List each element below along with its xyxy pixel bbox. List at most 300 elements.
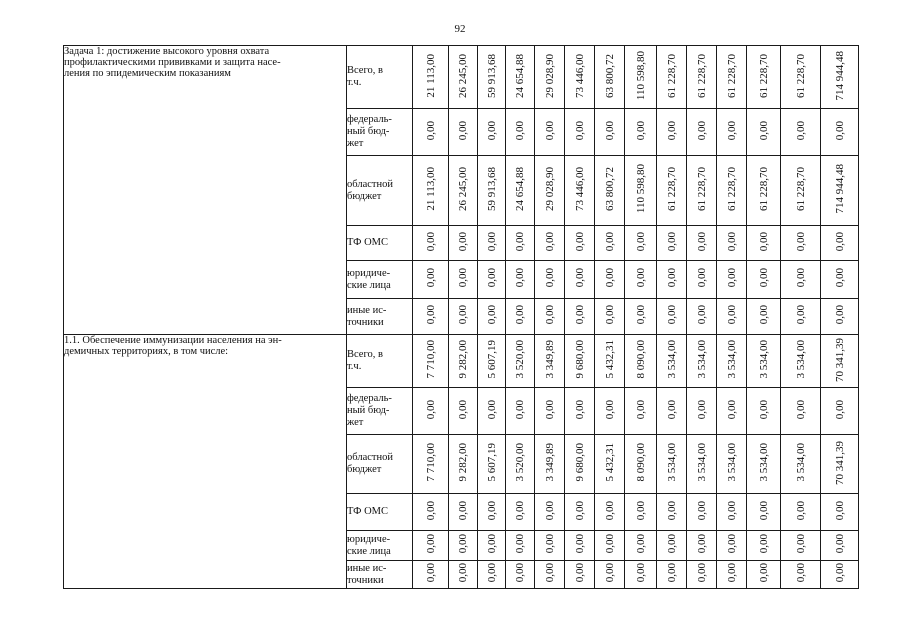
value-cell — [781, 494, 821, 531]
value-text: 0,00 — [665, 305, 678, 325]
value-text: 0,00 — [634, 563, 647, 583]
value-cell — [595, 109, 625, 156]
value-text: 70 341,39 — [833, 440, 846, 485]
value-text: 0,00 — [695, 120, 708, 141]
value-cell — [687, 261, 717, 299]
value-cell — [506, 435, 535, 494]
value-text: 61 228,70 — [757, 167, 770, 211]
value-text: 0,00 — [457, 399, 469, 420]
value-cell — [657, 156, 687, 226]
value-text: 0,00 — [725, 399, 738, 420]
value-text: 0,00 — [757, 534, 770, 554]
value-cell — [449, 335, 478, 388]
value-text: 0,00 — [695, 534, 708, 554]
value-cell — [747, 226, 781, 261]
value-text: 0,00 — [794, 534, 807, 554]
funding-source-cell: иные ис- точники — [347, 299, 413, 335]
value-text: 0,00 — [634, 534, 647, 554]
value-text: 0,00 — [514, 399, 526, 420]
value-text: 0,00 — [634, 500, 647, 521]
value-cell — [595, 388, 625, 435]
value-text: 24 654,88 — [514, 167, 526, 211]
value-text: 0,00 — [725, 305, 738, 325]
value-text: 0,00 — [794, 268, 807, 288]
value-cell — [595, 494, 625, 531]
value-cell — [565, 531, 595, 561]
value-text: 59 913,68 — [485, 53, 498, 98]
value-text: 0,00 — [573, 120, 586, 141]
value-cell — [535, 561, 565, 589]
value-text: 3 534,00 — [794, 443, 807, 482]
value-cell — [717, 531, 747, 561]
value-cell — [413, 299, 449, 335]
value-text: 0,00 — [543, 563, 556, 583]
value-text: 0,00 — [725, 563, 738, 583]
value-cell — [595, 46, 625, 109]
value-text: 0,00 — [485, 534, 498, 554]
value-cell — [781, 299, 821, 335]
value-cell — [478, 299, 506, 335]
value-text: 3 520,00 — [514, 340, 526, 379]
value-cell — [449, 531, 478, 561]
value-text: 110 598,80 — [634, 164, 647, 214]
value-text: 0,00 — [794, 563, 807, 583]
value-cell — [781, 335, 821, 388]
value-text: 3 534,00 — [725, 443, 738, 482]
value-text: 5 432,31 — [603, 340, 616, 379]
value-cell — [413, 494, 449, 531]
value-text: 5 432,31 — [603, 443, 616, 482]
value-text: 0,00 — [695, 500, 708, 521]
value-text: 0,00 — [485, 563, 498, 583]
value-cell — [413, 335, 449, 388]
value-cell — [535, 531, 565, 561]
value-text: 0,00 — [725, 120, 738, 141]
value-text: 59 913,68 — [485, 167, 498, 211]
value-cell — [506, 46, 535, 109]
value-cell — [625, 109, 657, 156]
value-text: 0,00 — [573, 563, 586, 583]
table-row — [64, 46, 859, 109]
value-cell — [821, 226, 859, 261]
value-cell — [625, 531, 657, 561]
value-cell — [413, 388, 449, 435]
funding-source-cell: областной бюджет — [347, 156, 413, 226]
value-cell — [506, 561, 535, 589]
value-cell — [413, 226, 449, 261]
page-number: 92 — [454, 23, 466, 35]
value-cell — [449, 261, 478, 299]
value-cell — [781, 226, 821, 261]
value-cell — [687, 226, 717, 261]
value-text: 0,00 — [543, 268, 556, 288]
value-cell — [478, 109, 506, 156]
value-text: 0,00 — [833, 563, 846, 583]
value-text: 61 228,70 — [794, 167, 807, 211]
value-cell — [449, 299, 478, 335]
value-cell — [625, 335, 657, 388]
value-text: 0,00 — [794, 500, 807, 521]
value-cell — [449, 226, 478, 261]
table-body — [64, 46, 859, 589]
value-text: 0,00 — [603, 268, 616, 288]
value-cell — [625, 435, 657, 494]
value-cell — [506, 388, 535, 435]
value-text: 3 534,00 — [695, 340, 708, 379]
value-text: 61 228,70 — [725, 167, 738, 211]
value-cell — [747, 531, 781, 561]
value-text: 0,00 — [514, 268, 526, 288]
value-text: 61 228,70 — [665, 167, 678, 211]
value-text: 0,00 — [833, 120, 846, 141]
value-text: 0,00 — [725, 268, 738, 288]
funding-source-cell: Всего, в т.ч. — [347, 335, 413, 388]
value-text: 0,00 — [485, 231, 498, 252]
value-text: 5 607,19 — [485, 443, 498, 482]
value-cell — [449, 561, 478, 589]
value-text: 0,00 — [665, 120, 678, 141]
value-text: 63 800,72 — [603, 167, 616, 211]
funding-source-cell: федераль- ный бюд- жет — [347, 388, 413, 435]
value-text: 0,00 — [424, 563, 437, 583]
value-cell — [687, 435, 717, 494]
value-text: 0,00 — [543, 399, 556, 420]
value-text: 0,00 — [424, 534, 437, 554]
value-cell — [747, 261, 781, 299]
value-cell — [625, 46, 657, 109]
value-text: 0,00 — [833, 534, 846, 554]
value-cell — [687, 494, 717, 531]
value-text: 0,00 — [514, 305, 526, 325]
value-cell — [413, 531, 449, 561]
value-text: 8 090,00 — [634, 340, 647, 379]
value-text: 0,00 — [543, 120, 556, 141]
value-cell — [821, 388, 859, 435]
value-text: 0,00 — [485, 500, 498, 521]
value-cell — [478, 561, 506, 589]
value-cell — [565, 226, 595, 261]
value-text: 0,00 — [757, 305, 770, 325]
value-cell — [821, 261, 859, 299]
value-text: 0,00 — [757, 399, 770, 420]
value-text: 26 245,00 — [457, 53, 469, 98]
value-text: 9 282,00 — [457, 340, 469, 379]
value-cell — [595, 561, 625, 589]
task-description-cell: 1.1. Обеспечение иммунизации населения на эн- демичных территориях, в том числе: — [64, 335, 347, 589]
value-text: 0,00 — [665, 500, 678, 521]
value-cell — [565, 46, 595, 109]
value-text: 0,00 — [573, 500, 586, 521]
value-text: 9 680,00 — [573, 443, 586, 482]
value-text: 0,00 — [833, 399, 846, 420]
value-cell — [657, 494, 687, 531]
value-cell — [717, 46, 747, 109]
value-text: 3 534,00 — [794, 340, 807, 379]
funding-source-cell: юридиче- ские лица — [347, 261, 413, 299]
value-cell — [717, 156, 747, 226]
value-text: 26 245,00 — [457, 167, 469, 211]
value-cell — [535, 156, 565, 226]
value-text: 3 534,00 — [757, 340, 770, 379]
value-cell — [506, 299, 535, 335]
value-cell — [717, 299, 747, 335]
value-cell — [657, 335, 687, 388]
value-cell — [747, 46, 781, 109]
value-text: 29 028,90 — [543, 167, 556, 211]
funding-source-cell: ТФ ОМС — [347, 494, 413, 531]
value-text: 0,00 — [485, 120, 498, 141]
value-cell — [506, 531, 535, 561]
value-text: 0,00 — [514, 120, 526, 141]
value-text: 0,00 — [695, 231, 708, 252]
value-cell — [625, 226, 657, 261]
value-cell — [413, 156, 449, 226]
value-cell — [657, 299, 687, 335]
value-cell — [449, 46, 478, 109]
value-text: 0,00 — [634, 231, 647, 252]
value-cell — [449, 435, 478, 494]
value-cell — [535, 388, 565, 435]
value-text: 0,00 — [424, 268, 437, 288]
value-cell — [506, 261, 535, 299]
value-text: 0,00 — [543, 534, 556, 554]
value-text: 0,00 — [424, 231, 437, 252]
value-cell — [565, 261, 595, 299]
value-text: 61 228,70 — [695, 53, 708, 98]
value-text: 3 534,00 — [665, 443, 678, 482]
value-cell — [781, 388, 821, 435]
value-cell — [821, 561, 859, 589]
value-text: 24 654,88 — [514, 53, 526, 98]
value-text: 21 113,00 — [424, 167, 437, 211]
value-cell — [413, 561, 449, 589]
value-cell — [687, 46, 717, 109]
value-text: 3 349,89 — [543, 340, 556, 379]
value-text: 0,00 — [794, 231, 807, 252]
value-cell — [717, 335, 747, 388]
value-cell — [625, 156, 657, 226]
value-text: 714 944,48 — [833, 50, 846, 101]
value-text: 3 534,00 — [665, 340, 678, 379]
value-text: 0,00 — [725, 231, 738, 252]
value-cell — [506, 494, 535, 531]
value-cell — [413, 109, 449, 156]
value-text: 0,00 — [665, 399, 678, 420]
value-text: 3 534,00 — [725, 340, 738, 379]
value-cell — [747, 494, 781, 531]
value-cell — [595, 299, 625, 335]
value-text: 0,00 — [603, 305, 616, 325]
value-text: 3 349,89 — [543, 443, 556, 482]
value-text: 0,00 — [485, 399, 498, 420]
value-cell — [535, 494, 565, 531]
value-text: 61 228,70 — [695, 167, 708, 211]
value-cell — [821, 156, 859, 226]
value-cell — [595, 335, 625, 388]
value-cell — [625, 561, 657, 589]
value-text: 0,00 — [514, 563, 526, 583]
value-text: 0,00 — [757, 563, 770, 583]
value-text: 61 228,70 — [665, 53, 678, 98]
value-text: 0,00 — [757, 500, 770, 521]
value-text: 9 680,00 — [573, 340, 586, 379]
value-text: 29 028,90 — [543, 53, 556, 98]
value-cell — [625, 261, 657, 299]
value-text: 0,00 — [634, 120, 647, 141]
value-cell — [687, 109, 717, 156]
value-text: 0,00 — [695, 563, 708, 583]
value-cell — [781, 46, 821, 109]
value-cell — [687, 299, 717, 335]
value-cell — [747, 299, 781, 335]
value-cell — [478, 335, 506, 388]
value-cell — [595, 226, 625, 261]
value-text: 0,00 — [457, 120, 469, 141]
value-text: 0,00 — [424, 399, 437, 420]
value-text: 61 228,70 — [794, 53, 807, 98]
value-cell — [478, 435, 506, 494]
value-cell — [821, 46, 859, 109]
value-text: 0,00 — [665, 534, 678, 554]
value-text: 0,00 — [457, 268, 469, 288]
value-text: 21 113,00 — [424, 53, 437, 98]
value-cell — [821, 435, 859, 494]
value-cell — [535, 299, 565, 335]
value-text: 0,00 — [695, 399, 708, 420]
value-cell — [449, 156, 478, 226]
value-cell — [565, 494, 595, 531]
value-cell — [535, 261, 565, 299]
value-text: 0,00 — [665, 563, 678, 583]
value-text: 9 282,00 — [457, 443, 469, 482]
value-cell — [747, 435, 781, 494]
value-cell — [478, 261, 506, 299]
value-text: 0,00 — [833, 500, 846, 521]
value-text: 0,00 — [794, 399, 807, 420]
value-text: 70 341,39 — [833, 337, 846, 382]
value-cell — [717, 388, 747, 435]
value-text: 8 090,00 — [634, 443, 647, 482]
value-text: 3 534,00 — [757, 443, 770, 482]
value-text: 7 710,00 — [424, 340, 437, 379]
value-cell — [565, 109, 595, 156]
value-cell — [595, 435, 625, 494]
value-text: 0,00 — [514, 231, 526, 252]
value-text: 0,00 — [757, 268, 770, 288]
value-text: 0,00 — [695, 268, 708, 288]
value-cell — [821, 299, 859, 335]
value-cell — [565, 388, 595, 435]
value-text: 0,00 — [603, 534, 616, 554]
value-cell — [821, 494, 859, 531]
value-text: 0,00 — [634, 399, 647, 420]
value-text: 61 228,70 — [725, 53, 738, 98]
value-cell — [687, 388, 717, 435]
funding-source-cell: ТФ ОМС — [347, 226, 413, 261]
value-cell — [506, 226, 535, 261]
value-text: 0,00 — [573, 399, 586, 420]
value-text: 0,00 — [514, 534, 526, 554]
value-text: 3 534,00 — [695, 443, 708, 482]
value-text: 0,00 — [424, 500, 437, 521]
value-cell — [625, 494, 657, 531]
value-cell — [747, 109, 781, 156]
value-text: 3 520,00 — [514, 443, 526, 482]
value-cell — [535, 335, 565, 388]
value-text: 0,00 — [833, 231, 846, 252]
value-cell — [506, 335, 535, 388]
value-cell — [781, 561, 821, 589]
value-cell — [717, 109, 747, 156]
value-cell — [781, 156, 821, 226]
value-text: 0,00 — [457, 563, 469, 583]
value-text: 714 944,48 — [833, 164, 846, 214]
value-text: 0,00 — [573, 534, 586, 554]
value-text: 0,00 — [603, 500, 616, 521]
value-text: 0,00 — [543, 500, 556, 521]
value-text: 0,00 — [695, 305, 708, 325]
value-cell — [747, 388, 781, 435]
value-cell — [821, 109, 859, 156]
value-cell — [687, 561, 717, 589]
value-text: 0,00 — [543, 231, 556, 252]
value-cell — [565, 156, 595, 226]
value-cell — [535, 226, 565, 261]
value-text: 0,00 — [573, 268, 586, 288]
value-text: 0,00 — [573, 231, 586, 252]
value-text: 0,00 — [424, 120, 437, 141]
budget-table — [63, 45, 859, 589]
value-text: 0,00 — [794, 120, 807, 141]
funding-source-cell: федераль- ный бюд- жет — [347, 109, 413, 156]
value-cell — [717, 226, 747, 261]
value-cell — [535, 435, 565, 494]
value-text: 7 710,00 — [424, 443, 437, 482]
value-cell — [781, 435, 821, 494]
value-cell — [565, 435, 595, 494]
value-text: 0,00 — [833, 305, 846, 325]
value-text: 0,00 — [543, 305, 556, 325]
value-cell — [506, 109, 535, 156]
value-cell — [478, 388, 506, 435]
value-text: 0,00 — [457, 534, 469, 554]
value-cell — [657, 435, 687, 494]
value-cell — [821, 335, 859, 388]
value-cell — [595, 156, 625, 226]
value-text: 0,00 — [665, 231, 678, 252]
value-text: 0,00 — [634, 305, 647, 325]
value-cell — [413, 46, 449, 109]
value-cell — [747, 335, 781, 388]
value-cell — [565, 299, 595, 335]
funding-source-cell: областной бюджет — [347, 435, 413, 494]
value-text: 0,00 — [794, 305, 807, 325]
value-cell — [717, 494, 747, 531]
value-text: 0,00 — [457, 500, 469, 521]
value-cell — [717, 261, 747, 299]
value-text: 0,00 — [725, 500, 738, 521]
value-text: 5 607,19 — [485, 340, 498, 379]
value-text: 110 598,80 — [634, 50, 647, 101]
value-cell — [565, 561, 595, 589]
value-cell — [449, 388, 478, 435]
value-cell — [747, 156, 781, 226]
value-cell — [625, 388, 657, 435]
value-cell — [413, 261, 449, 299]
value-text: 0,00 — [603, 120, 616, 141]
value-text: 0,00 — [603, 563, 616, 583]
value-text: 0,00 — [514, 500, 526, 521]
